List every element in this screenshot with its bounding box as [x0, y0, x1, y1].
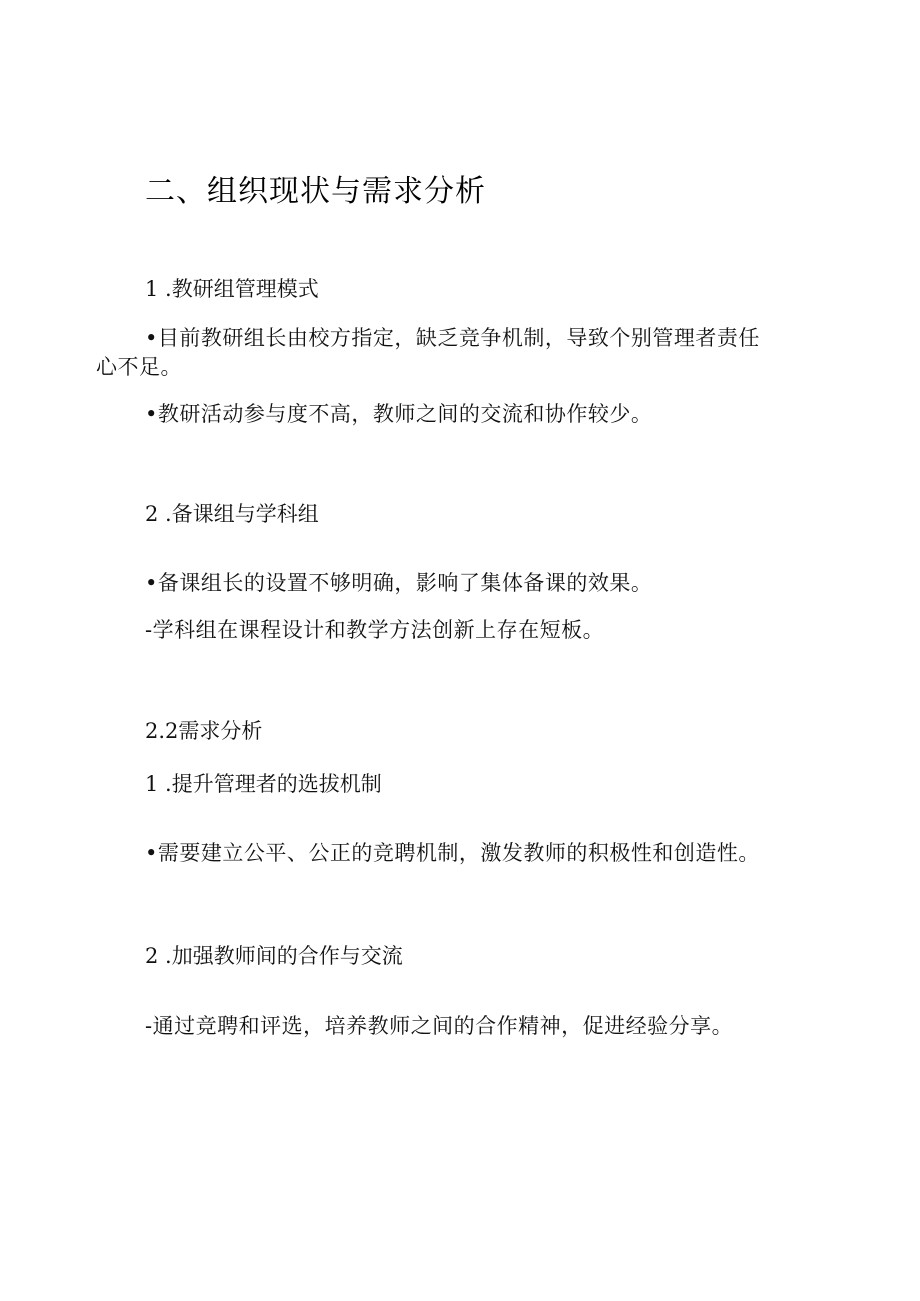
subsection-heading-teaching-research: 1 .教研组管理模式	[145, 277, 319, 301]
needs-item-selection-heading: 1 .提升管理者的选拔机制	[145, 772, 382, 796]
bullet-competition-mechanism: •需要建立公平、公正的竞聘机制，激发教师的积极性和创造性。	[145, 841, 760, 865]
bullet-participation: •教研活动参与度不高，教师之间的交流和协作较少。	[145, 402, 653, 426]
bullet-cooperation: -通过竞聘和评选，培养教师之间的合作精神，促进经验分享。	[145, 1014, 734, 1038]
section-title: 二、组织现状与需求分析	[145, 174, 486, 209]
bullet-leader-appointment: •目前教研组长由校方指定，缺乏竞争机制，导致个别管理者责任	[145, 326, 760, 350]
bullet-leader-appointment-cont: 心不足。	[96, 355, 182, 379]
needs-item-cooperation-heading: 2 .加强教师间的合作与交流	[145, 944, 403, 968]
bullet-lesson-group-leader: •备课组长的设置不够明确，影响了集体备课的效果。	[145, 571, 653, 595]
bullet-subject-group: -学科组在课程设计和教学方法创新上存在短板。	[145, 618, 605, 642]
subsection-heading-lesson-groups: 2 .备课组与学科组	[145, 502, 319, 526]
needs-heading: 2.2需求分析	[145, 719, 263, 743]
